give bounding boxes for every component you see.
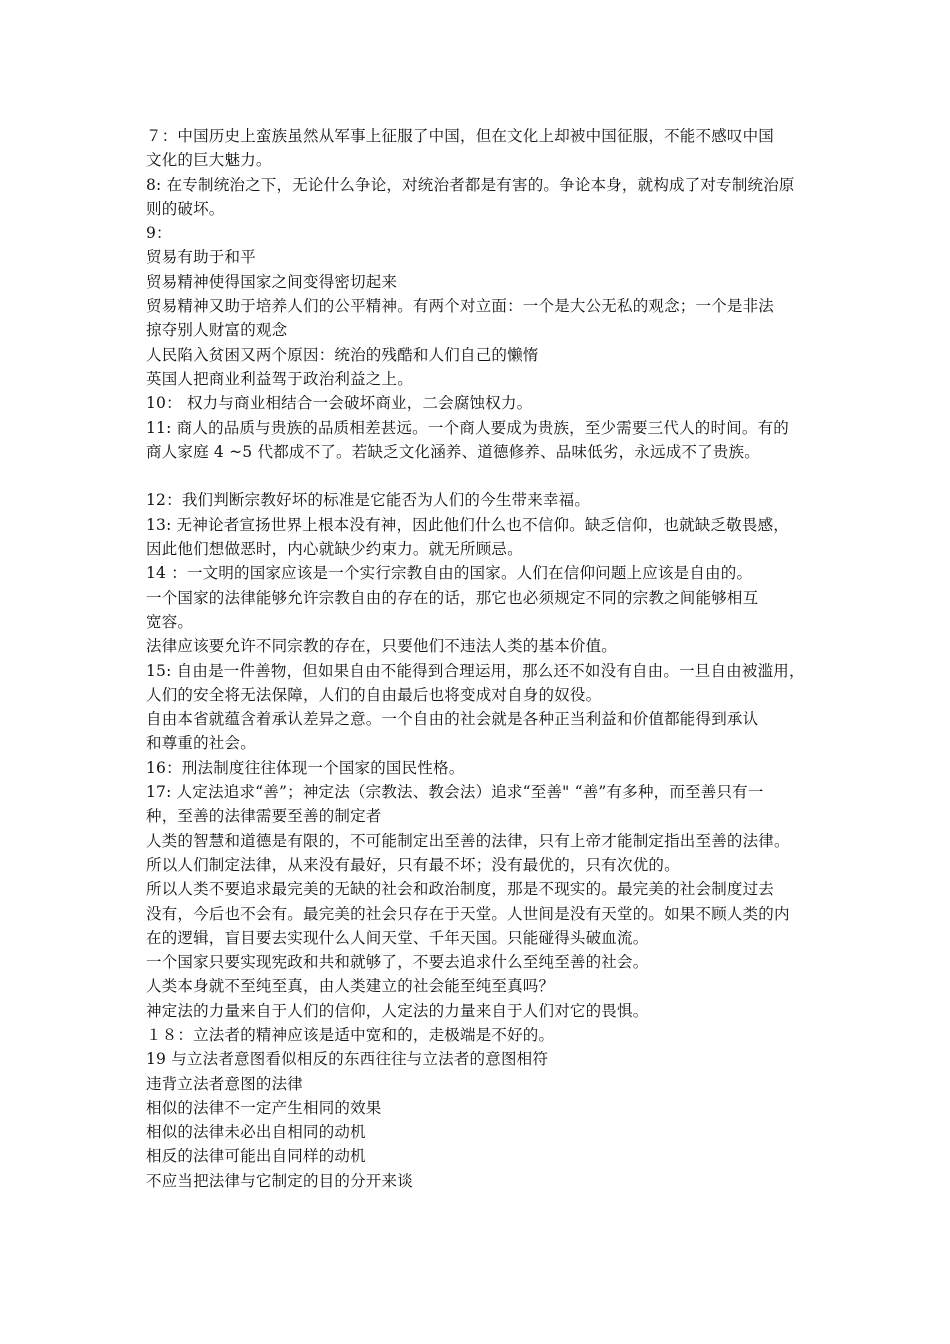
blank-line bbox=[146, 464, 814, 488]
text-line: 种，至善的法律需要至善的制定者 bbox=[146, 807, 382, 826]
text-line: 则的破坏。 bbox=[146, 199, 225, 218]
text-line: 11: 商人的品质与贵族的品质相差甚远。一个商人要成为贵族，至少需要三代人的时间。有的 bbox=[146, 418, 789, 437]
text-line: １８：立法者的精神应该是适中宽和的，走极端是不好的。 bbox=[146, 1025, 555, 1044]
document-body bbox=[146, 124, 814, 1193]
text-line: 贸易精神又助于培养人们的公平精神。有两个对立面：一个是大公无私的观念；一个是非法 bbox=[146, 297, 775, 316]
text-line: 相反的法律可能出自同样的动机 bbox=[146, 1147, 366, 1166]
text-line: 相似的法律未必出自相同的动机 bbox=[146, 1123, 366, 1142]
text-line: 13: 无神论者宣扬世界上根本没有神，因此他们什么也不信仰。缺乏信仰，也就缺乏敬畏感， bbox=[146, 515, 789, 534]
text-line: 相似的法律不一定产生相同的效果 bbox=[146, 1098, 382, 1117]
text-line: 所以人们制定法律，从来没有最好，只有最不坏；没有最优的，只有次优的。 bbox=[146, 855, 680, 874]
text-line: 法律应该要允许不同宗教的存在，只要他们不违法人类的基本价值。 bbox=[146, 637, 618, 656]
text-line: 宽容。 bbox=[146, 612, 194, 631]
text-line: 违背立法者意图的法律 bbox=[146, 1074, 304, 1093]
text-line: 贸易有助于和平 bbox=[146, 248, 256, 267]
text-line: 19 与立法者意图看似相反的东西往往与立法者的意图相符 bbox=[146, 1050, 549, 1069]
text-line: 人类本身就不至纯至真，由人类建立的社会能至纯至真吗？ bbox=[146, 977, 555, 996]
text-line: 9： bbox=[146, 224, 172, 243]
text-line: 贸易精神使得国家之间变得密切起来 bbox=[146, 272, 398, 291]
text-line: 人类的智慧和道德是有限的，不可能制定出至善的法律，只有上帝才能制定指出至善的法律。 bbox=[146, 831, 790, 850]
text-line: 10： 权力与商业相结合一会破坏商业，二会腐蚀权力。 bbox=[146, 394, 533, 413]
text-line: 所以人类不要追求最完美的无缺的社会和政治制度，那是不现实的。最完美的社会制度过去 bbox=[146, 880, 775, 899]
text-line: 神定法的力量来自于人们的信仰，人定法的力量来自于人们对它的畏惧。 bbox=[146, 1001, 649, 1020]
text-line: 在的逻辑，盲目要去实现什么人间天堂、千年天国。只能碰得头破血流。 bbox=[146, 928, 649, 947]
text-line: 14 ：一文明的国家应该是一个实行宗教自由的国家。人们在信仰问题上应该是自由的。 bbox=[146, 564, 753, 583]
text-line: 12：我们判断宗教好坏的标准是它能否为人们的今生带来幸福。 bbox=[146, 491, 591, 510]
text-line: 和尊重的社会。 bbox=[146, 734, 256, 753]
text-line: 一个国家只要实现宪政和共和就够了，不要去追求什么至纯至善的社会。 bbox=[146, 953, 649, 972]
text-line: 17: 人定法追求“善”；神定法（宗教法、教会法）追求“至善" “善”有多种，而至善只有一 bbox=[146, 783, 764, 802]
text-line: 没有，今后也不会有。最完美的社会只存在于天堂。人世间是没有天堂的。如果不顾人类的内 bbox=[146, 904, 790, 923]
text-line: 8: 在专制统治之下，无论什么争论，对统治者都是有害的。争论本身，就构成了对专制统治原 bbox=[146, 175, 795, 194]
text-line: 不应当把法律与它制定的目的分开来谈 bbox=[146, 1171, 413, 1190]
text-line: 因此他们想做恶时，内心就缺少约束力。就无所顾忌。 bbox=[146, 540, 523, 559]
text-line: 商人家庭 4 ~5 代都成不了。若缺乏文化涵养、道德修养、品味低劣，永远成不了贵族。 bbox=[146, 442, 760, 461]
text-line: 自由本省就蕴含着承认差异之意。一个自由的社会就是各种正当利益和价值都能得到承认 bbox=[146, 710, 759, 729]
text-line: ７：中国历史上蛮族虽然从军事上征服了中国，但在文化上却被中国征服，不能不感叹中国 bbox=[146, 127, 775, 145]
text-line: 英国人把商业利益驾于政治利益之上。 bbox=[146, 369, 413, 388]
text-line: 人民陷入贫困又两个原因：统治的残酷和人们自己的懒惰 bbox=[146, 345, 539, 364]
text-line: 16：刑法制度往往体现一个国家的国民性格。 bbox=[146, 758, 465, 777]
text-line: 文化的巨大魅力。 bbox=[146, 151, 272, 170]
text-line: 人们的安全将无法保障，人们的自由最后也将变成对自身的奴役。 bbox=[146, 685, 602, 704]
text-line: 15: 自由是一件善物，但如果自由不能得到合理运用，那么还不如没有自由。一旦自由被滥用， bbox=[146, 661, 805, 680]
text-line: 一个国家的法律能够允许宗教自由的存在的话，那它也必须规定不同的宗教之间能够相互 bbox=[146, 588, 759, 607]
text-line: 掠夺别人财富的观念 bbox=[146, 321, 288, 340]
